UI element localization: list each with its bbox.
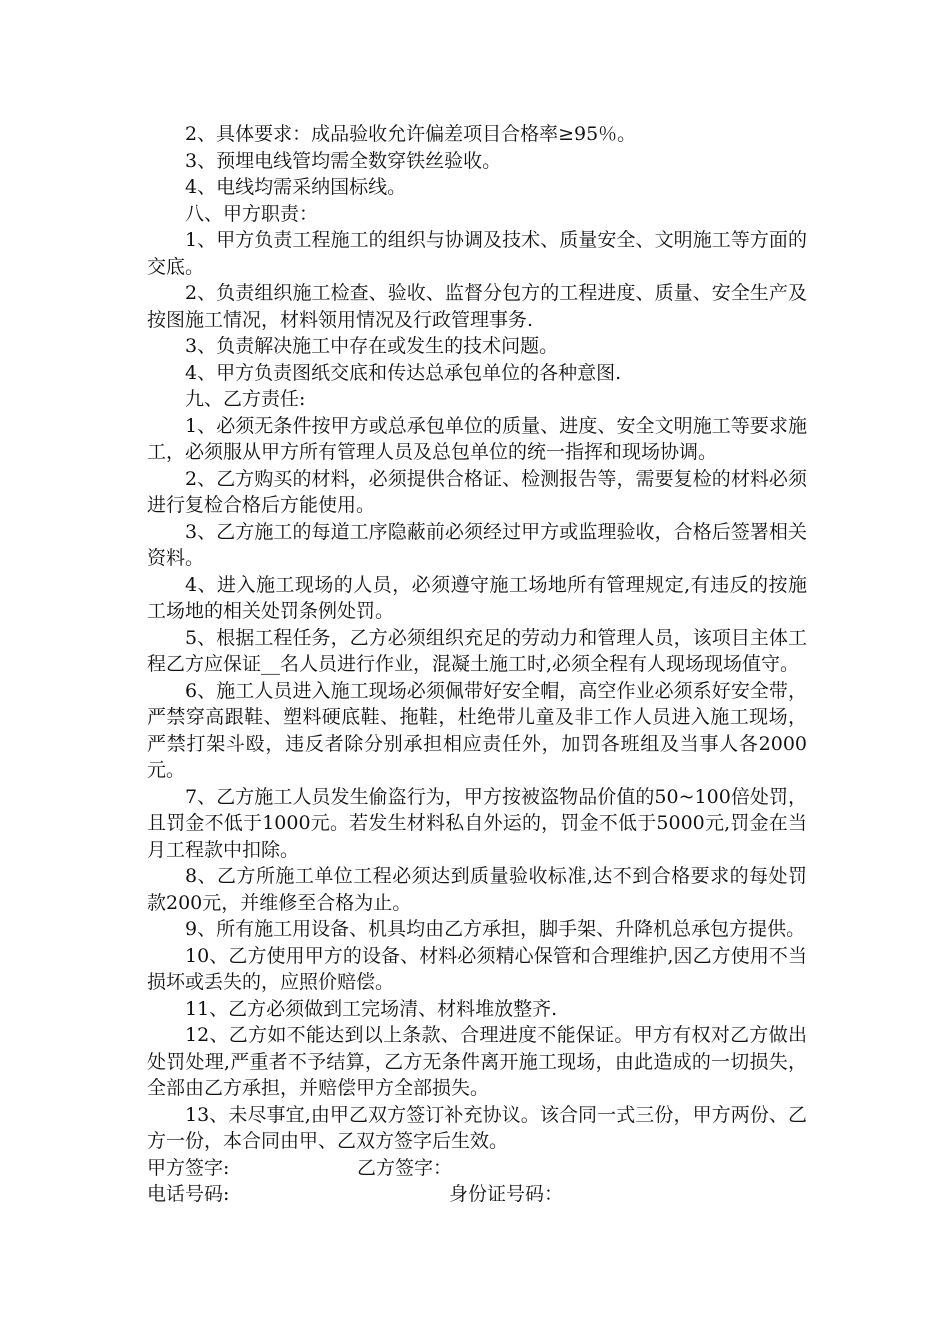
clause-party-b-6: 6、施工人员进入施工现场必须佩带好安全帽，高空作业必须系好安全带，严禁穿高跟鞋、塑料硬底鞋、拖鞋，杜绝带儿童及非工作人员进入施工现场，严禁打架斗殴，违反者除分别承担相应责任外，加罚各班组及当事人各2000元。: [147, 679, 807, 781]
clause-party-b-4: 4、进入施工现场的人员，必须遵守施工场地所有管理规定,有违反的按施工场地的相关处罚条例处罚。: [147, 573, 807, 622]
clause-party-b-5: 5、根据工程任务，乙方必须组织充足的劳动力和管理人员，该项目主体工程乙方应保证__名人员进行作业，混凝土施工时,必须全程有人现场现场值守。: [147, 626, 807, 675]
clause-party-a-1: 1、甲方负责工程施工的组织与协调及技术、质量安全、文明施工等方面的交底。: [147, 229, 807, 278]
clause-party-b-3: 3、乙方施工的每道工序隐蔽前必须经过甲方或监理验收，合格后签署相关资料。: [147, 520, 807, 569]
party-b-signature-label: 乙方签字：: [357, 1156, 453, 1179]
clause-party-a-4: 4、甲方负责图纸交底和传达总承包单位的各种意图.: [185, 361, 622, 384]
clause-conduit-inspection: 3、预埋电线管均需全数穿铁丝验收。: [185, 149, 502, 172]
clause-party-b-12: 12、乙方如不能达到以上条款、合理进度不能保证。甲方有权对乙方做出处罚处理,严重者不予结算，乙方无条件离开施工现场，由此造成的一切损失，全部由乙方承担，并赔偿甲方全部损失。: [147, 1024, 807, 1099]
section-heading-party-a-duties: 八、甲方职责：: [185, 202, 319, 225]
contract-page: [147, 121, 807, 1208]
clause-party-a-3: 3、负责解决施工中存在或发生的技术问题。: [185, 335, 559, 357]
clause-party-b-9: 9、所有施工用设备、机具均由乙方承担，脚手架、升降机总承包方提供。: [185, 918, 806, 940]
contact-row: [147, 1181, 807, 1208]
clause-party-b-11: 11、乙方必须做到工完场清、材料堆放整齐.: [185, 997, 558, 1020]
clause-national-standard-wire: 4、电线均需采纳国标线。: [185, 176, 407, 198]
party-a-signature-label: 甲方签字:: [147, 1156, 230, 1179]
clause-party-b-8: 8、乙方所施工单位工程必须达到质量验收标准,达不到合格要求的每处罚款200元，并维修至合格为止。: [147, 865, 807, 914]
phone-number-label: 电话号码:: [147, 1183, 230, 1205]
signature-row: [147, 1155, 807, 1182]
clause-party-b-7: 7、乙方施工人员发生偷盗行为，甲方按被盗物品价值的50~100倍处罚，且罚金不低于1000元。若发生材料私自外运的，罚金不低于5000元,罚金在当月工程款中扣除。: [147, 785, 807, 861]
clause-party-b-10: 10、乙方使用甲方的设备、材料必须精心保管和合理维护,因乙方使用不当损坏或丢失的，应照价赔偿。: [147, 944, 807, 993]
clause-party-b-2: 2、乙方购买的材料，必须提供合格证、检测报告等，需要复检的材料必须进行复检合格后方能使用。: [147, 467, 807, 516]
clause-party-a-2: 2、负责组织施工检查、验收、监督分包方的工程进度、质量、安全生产及按图施工情况，材料领用情况及行政管理事务.: [147, 282, 807, 331]
clause-quality-requirement: 2、具体要求：成品验收允许偏差项目合格率≥95％。: [185, 123, 637, 145]
section-heading-party-b-duties: 九、乙方责任:: [185, 388, 306, 410]
clause-party-b-1: 1、必须无条件按甲方或总承包单位的质量、进度、安全文明施工等要求施工，必须服从甲方所有管理人员及总包单位的统一指挥和现场协调。: [147, 414, 807, 463]
id-number-label: 身份证号码：: [449, 1183, 564, 1205]
clause-party-b-13: 13、未尽事宜,由甲乙双方签订补充协议。该合同一式三份，甲方两份、乙方一份，本合同由甲、乙双方签字后生效。: [147, 1103, 807, 1152]
